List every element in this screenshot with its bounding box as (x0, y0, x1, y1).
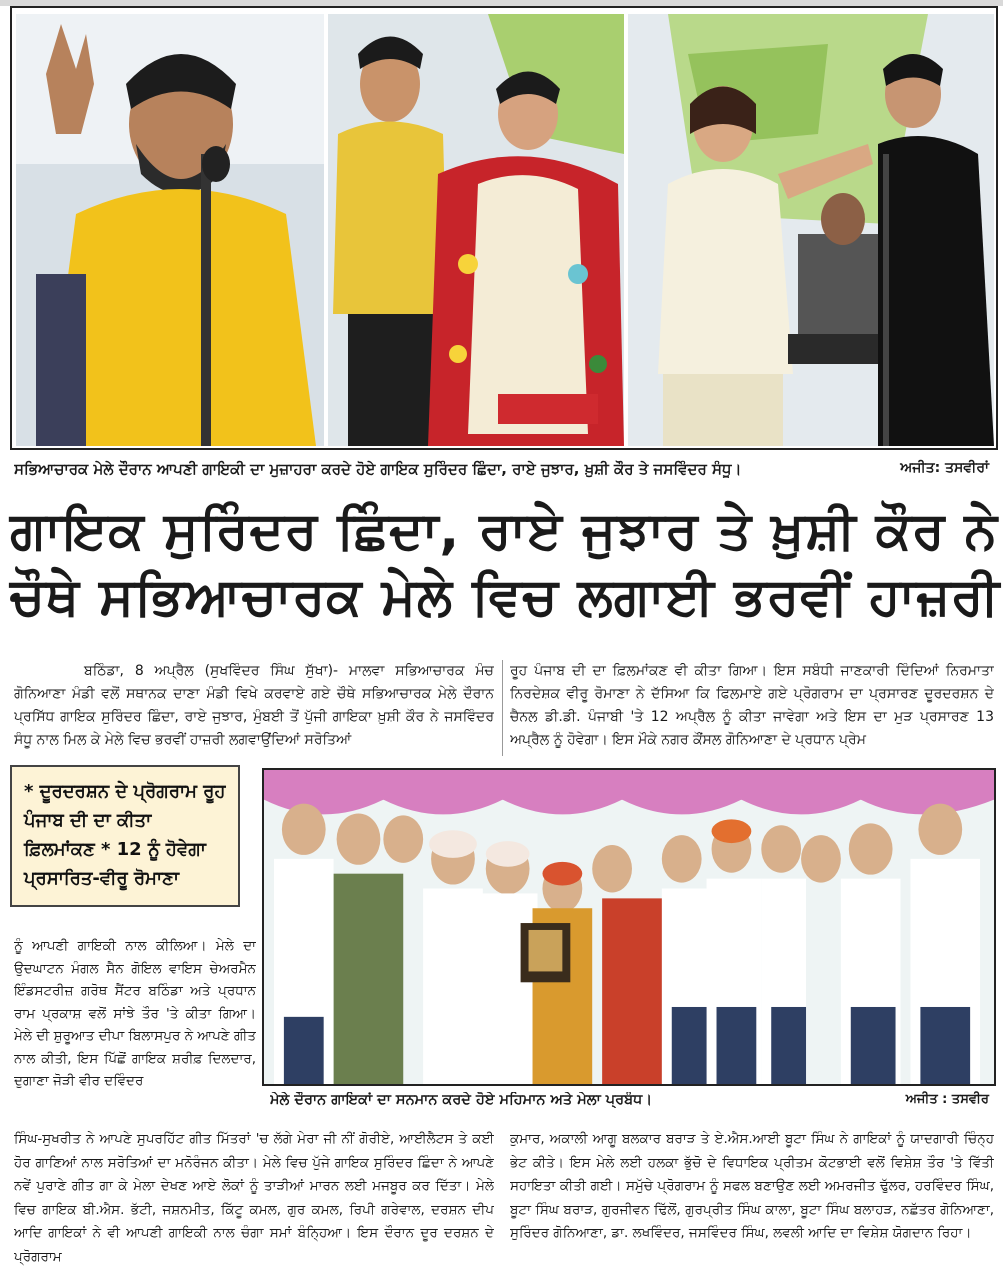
article-paragraph: ਰੂਹ ਪੰਜਾਬ ਦੀ ਦਾ ਫ਼ਿਲਮਾਂਕਣ ਵੀ ਕੀਤਾ ਗਿਆ। ਇਸ ਸਬੰਧੀ ਜਾਣਕਾਰੀ ਦਿੰਦਿਆਂ ਨਿਰਮਾਤਾ ਨਿਰਦੇਸ਼ਕ ਵੀਰੂ ਰੋਮਾਣਾ ਨੇ ਦੱਸਿਆ ਕਿ ਫਿਲਮਾਏ ਗਏ ਪ੍ਰੋਗਰਾਮ ਦਾ ਪ੍ਰਸਾਰਣ ਦੂਰਦਰਸ਼ਨ ਦੇ ਚੈਨਲ ਡੀ.ਡੀ. ਪੰਜਾਬੀ 'ਤੇ 12 ਅਪ੍ਰੈਲ ਨੂੰ ਕੀਤਾ ਜਾਵੇਗਾ ਅਤੇ ਇਸ ਦਾ ਮੁੜ ਪ੍ਰਸਾਰਣ 13 ਅਪ੍ਰੈਲ ਨੂੰ ਹੋਵੇਗਾ। ਇਸ ਮੌਕੇ ਨਗਰ ਕੌਂਸਲ ਗੋਨਿਆਣਾ ਦੇ ਪ੍ਰਧਾਨ ਪ੍ਰੇਮ (510, 663, 994, 748)
article-paragraph: ਸਿੰਘ-ਸੁਖਰੀਤ ਨੇ ਆਪਣੇ ਸੁਪਰਹਿੱਟ ਗੀਤ ਮਿੱਤਰਾਂ 'ਚ ਲੱਗੇ ਮੇਰਾ ਜੀ ਨੀਂ ਗੋਰੀਏ, ਆਈਲੈਟਸ ਤੇ ਕਈ ਹੋਰ ਗਾਣਿਆਂ ਨਾਲ ਸਰੋਤਿਆਂ ਦਾ ਮਨੋਰੰਜਨ ਕੀਤਾ। ਮੇਲੇ ਵਿਚ ਪੁੱਜੇ ਗਾਇਕ ਸੁਰਿੰਦਰ ਛਿੰਦਾ ਨੇ ਆਪਣੇ ਨਵੇਂ ਪੁਰਾਣੇ ਗੀਤ ਗਾ ਕੇ ਮੇਲਾ ਦੇਖਣ ਆਏ ਲੋਕਾਂ ਨੂੰ ਤਾੜੀਆਂ ਮਾਰਨ ਲਈ ਮਜਬੂਰ ਕਰ ਦਿੱਤਾ। ਮੇਲੇ ਵਿਚ ਗਾਇਕ ਬੀ.ਐਸ. ਭੱਟੀ, ਜਸ਼ਨਮੀਤ, ਕਿੱਟੂ ਕਮਲ, ਗੁਰ ਕਮਲ, ਰਿਪੀ ਗਰੇਵਾਲ, ਦਰਸ਼ਨ ਦੀਪ ਆਦਿ ਗਾਇਕਾਂ ਨੇ ਵੀ ਆਪਣੀ ਗਾਇਕੀ ਨਾਲ ਚੰਗਾ ਸਮਾਂ ਬੰਨ੍ਹਿਆ। ਇਸ ਦੌਰਾਨ ਦੂਰ ਦਰਸ਼ਨ ਦੇ ਪ੍ਰੋਗਰਾਮ (14, 1131, 494, 1265)
pull-quote-box (10, 765, 240, 907)
article-paragraph: ਕੁਮਾਰ, ਅਕਾਲੀ ਆਗੂ ਬਲਕਾਰ ਬਰਾੜ ਤੇ ਏ.ਐਸ.ਆਈ ਬੂਟਾ ਸਿੰਘ ਨੇ ਗਾਇਕਾਂ ਨੂੰ ਯਾਦਗਾਰੀ ਚਿੰਨ੍ਹ ਭੇਟ ਕੀਤੇ। ਇਸ ਮੇਲੇ ਲਈ ਹਲਕਾ ਭੁੱਚੋ ਦੇ ਵਿਧਾਇਕ ਪ੍ਰੀਤਮ ਕੋਟਭਾਈ ਵਲੋਂ ਵਿਸ਼ੇਸ਼ ਤੌਰ 'ਤੇ ਵਿੱਤੀ ਸਹਾਇਤਾ ਕੀਤੀ ਗਈ। ਸਮੁੱਚੇ ਪ੍ਰੋਗਰਾਮ ਨੂੰ ਸਫਲ ਬਣਾਉਣ ਲਈ ਅਮਰਜੀਤ ਢੁੱਲਰ, ਹਰਵਿੰਦਰ ਸਿੰਘ, ਬੂਟਾ ਸਿੰਘ ਬਰਾੜ, ਗੁਰਜੀਵਨ ਢਿੱਲੋਂ, ਗੁਰਪ੍ਰੀਤ ਸਿੰਘ ਕਾਲਾ, ਬੂਟਾ ਸਿੰਘ ਬਲਾਹੜ, ਨਛੱਤਰ ਗੋਨਿਆਣਾ, ਸੁਰਿੰਦਰ ਗੋਨਿਆਣਾ, ਡਾ. ਲਖਵਿੰਦਰ, ਜਸਵਿੰਦਰ ਸਿੰਘ, ਲਵਲੀ ਆਦਿ ਦਾ ਵਿਸ਼ੇਸ਼ ਯੋਗਦਾਨ ਰਿਹਾ। (510, 1131, 994, 1241)
headline-line-1: ਗਾਇਕ ਸੁਰਿੰਦਰ ਛਿੰਦਾ, ਰਾਏ ਜੁਝਾਰ ਤੇ ਖ਼ੁਸ਼ੀ ਕੌਰ ਨੇ (10, 501, 999, 561)
top-photo-caption: ਸਭਿਆਚਾਰਕ ਮੇਲੇ ਦੌਰਾਨ ਆਪਣੀ ਗਾਇਕੀ ਦਾ ਮੁਜ਼ਾਹਰਾ ਕਰਦੇ ਹੋਏ ਗਾਇਕ ਸੁਰਿੰਦਰ ਛਿੰਦਾ, ਰਾਏ ਜੁਝਾਰ, ਖ਼ੁਸ਼ੀ ਕੌਰ ਤੇ ਜਸਵਿੰਦਰ ਸੰਧੂ। (14, 460, 742, 478)
pull-quote-line: ਫ਼ਿਲਮਾਂਕਣ * 12 ਨੂੰ ਹੋਵੇਗਾ (24, 839, 206, 860)
article-column-1-bottom (14, 1128, 494, 1278)
pull-quote-line: ਪ੍ਰਸਾਰਿਤ-ਵੀਰੂ ਰੋਮਾਣਾ (24, 868, 179, 889)
headline-line-2: ਚੌਥੇ ਸਭਿਆਚਾਰਕ ਮੇਲੇ ਵਿਚ ਲਗਾਈ ਭਰਵੀਂ ਹਾਜ਼ਰੀ (10, 567, 1001, 627)
pull-quote-line: * ਦੂਰਦਰਸ਼ਨ ਦੇ ਪ੍ਰੋਗਰਾਮ ਰੂਹ (24, 781, 226, 802)
article-paragraph: ਨੂੰ ਆਪਣੀ ਗਾਇਕੀ ਨਾਲ ਕੀਲਿਆ। ਮੇਲੇ ਦਾ ਉਦਘਾਟਨ ਮੰਗਲ ਸੈਨ ਗੋਇਲ ਵਾਇਸ ਚੇਅਰਮੈਨ ਇੰਡਸਟਰੀਜ਼ ਗਰੋਥ ਸੈਂਟਰ ਬਠਿੰਡਾ ਅਤੇ ਪ੍ਰਧਾਨ ਰਾਮ ਪ੍ਰਕਾਸ਼ ਵਲੋਂ ਸਾਂਝੇ ਤੌਰ 'ਤੇ ਕੀਤਾ ਗਿਆ। ਮੇਲੇ ਦੀ ਸ਼ੁਰੂਆਤ ਦੀਪਾ ਬਿਲਾਸਪੁਰ ਨੇ ਆਪਣੇ ਗੀਤ ਨਾਲ ਕੀਤੀ, ਇਸ ਪਿੱਛੋਂ ਗਾਇਕ ਸ਼ਰੀਫ਼ ਦਿਲਦਾਰ, ਦੁਗਾਣਾ ਜੋੜੀ ਵੀਰ ਦਵਿੰਦਰ (14, 938, 256, 1089)
headline (10, 498, 1001, 630)
article-column-1-top (14, 660, 494, 752)
photo-singer-surinder-shinda (16, 14, 324, 446)
article-column-1-middle (14, 935, 256, 1125)
bottom-photo-caption: ਮੇਲੇ ਦੌਰਾਨ ਗਾਇਕਾਂ ਦਾ ਸਨਮਾਨ ਕਰਦੇ ਹੋਏ ਮਹਿਮਾਨ ਅਤੇ ਮੇਲਾ ਪ੍ਰਬੰਧ। (270, 1092, 653, 1108)
article-column-2-bottom (510, 1128, 994, 1278)
article-column-2-top (510, 660, 994, 752)
column-divider (502, 660, 503, 756)
honoring-ceremony-photo (262, 768, 996, 1086)
bottom-photo-credit: ਅਜੀਤ : ਤਸਵੀਰ (905, 1092, 989, 1107)
photo-khushi-kaur-jaswinder-sandhu (628, 14, 994, 446)
photo-rai-jujhar-khushi-kaur (328, 14, 624, 446)
pull-quote-line: ਪੰਜਾਬ ਦੀ ਦਾ ਕੀਤਾ (24, 810, 152, 831)
article-dateline-paragraph: ਬਠਿੰਡਾ, 8 ਅਪ੍ਰੈਲ (ਸੁਖਵਿੰਦਰ ਸਿੰਘ ਸੁੱਖਾ)- ਮਾਲਵਾ ਸਭਿਆਚਾਰਕ ਮੰਚ ਗੋਨਿਆਣਾ ਮੰਡੀ ਵਲੋਂ ਸਥਾਨਕ ਦਾਣਾ ਮੰਡੀ ਵਿਖੇ ਕਰਵਾਏ ਗਏ ਚੌਥੇ ਸਭਿਆਚਾਰਕ ਮੇਲੇ ਦੌਰਾਨ ਪ੍ਰਸਿੱਧ ਗਾਇਕ ਸੁਰਿੰਦਰ ਛਿੰਦਾ, ਰਾਏ ਜੁਝਾਰ, ਮੁੰਬਈ ਤੋਂ ਪੁੱਜੀ ਗਾਇਕਾ ਖ਼ੁਸ਼ੀ ਕੌਰ ਨੇ ਜਸਵਿੰਦਰ ਸੰਧੂ ਨਾਲ ਮਿਲ ਕੇ ਮੇਲੇ ਵਿਚ ਭਰਵੀਂ ਹਾਜ਼ਰੀ ਲਗਵਾਉਂਦਿਆਂ ਸਰੋਤਿਆਂ (14, 663, 494, 748)
top-photo-strip (10, 6, 998, 450)
top-photo-credit: ਅਜੀਤ: ਤਸਵੀਰਾਂ (900, 460, 989, 476)
